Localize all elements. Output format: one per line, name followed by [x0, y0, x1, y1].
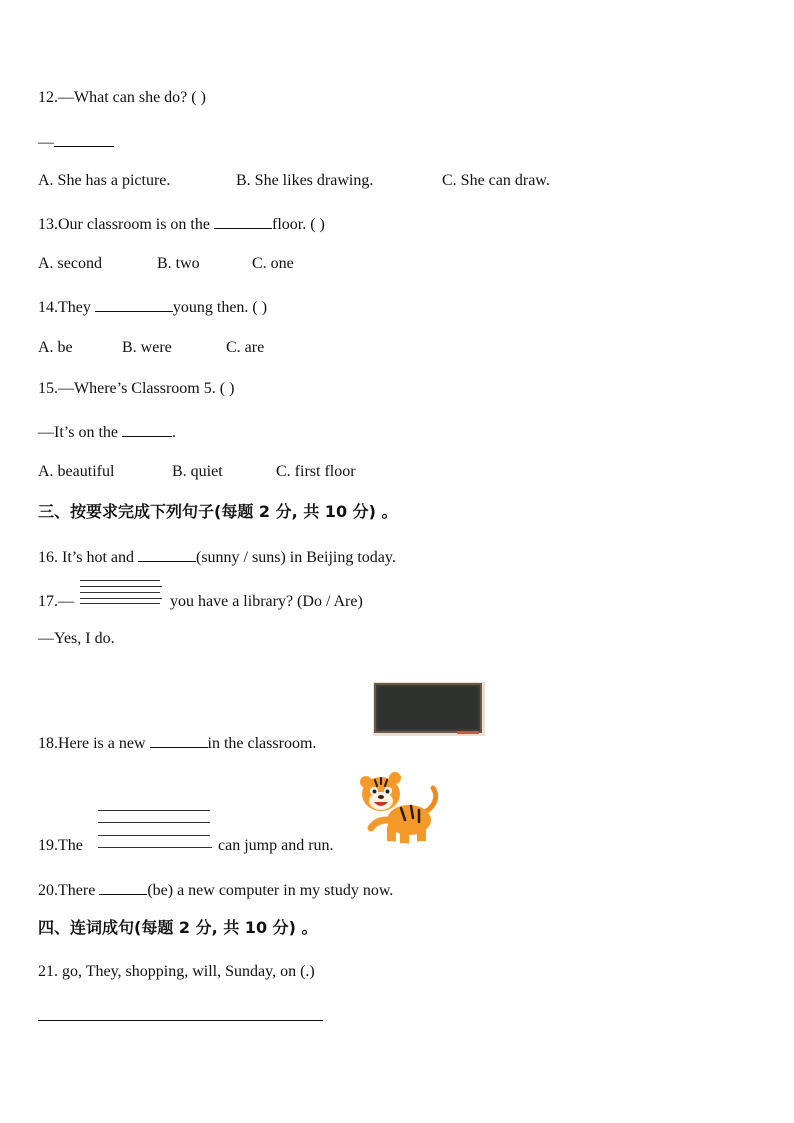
q21-answer-line[interactable] [38, 1020, 323, 1021]
q21-question: 21. go, They, shopping, will, Sunday, on (.) [38, 963, 315, 980]
q12-option-b[interactable]: B. She likes drawing. [236, 172, 374, 189]
q12-option-a[interactable]: A. She has a picture. [38, 172, 171, 189]
q19-suffix: can jump and run. [218, 837, 334, 854]
q18-blank[interactable] [150, 732, 208, 748]
q15-answer-line [38, 421, 176, 443]
q12-answer-blank[interactable] [54, 131, 114, 147]
q18-prefix: 18.Here is a new [38, 735, 150, 752]
q20-question [38, 879, 393, 901]
q20-suffix: (be) a new computer in my study now. [147, 882, 394, 899]
q15-blank[interactable] [122, 421, 172, 437]
q15-option-c[interactable]: C. first floor [276, 463, 356, 480]
q19-prefix: 19.The [38, 837, 83, 854]
tiger-image [357, 770, 443, 857]
q12-answer-line [38, 131, 114, 153]
q18-question [38, 732, 316, 754]
q16-prefix: 16. It’s hot and [38, 549, 138, 566]
q14-option-b[interactable]: B. were [122, 339, 172, 356]
section4-title: 四、连词成句(每题 2 分, 共 10 分) 。 [38, 918, 318, 937]
q17-reply: —Yes, I do. [38, 630, 115, 647]
q13-option-c[interactable]: C. one [252, 255, 294, 272]
q16-suffix: (sunny / suns) in Beijing today. [196, 549, 396, 566]
q13-blank[interactable] [214, 213, 272, 229]
q20-blank[interactable] [99, 879, 147, 895]
q17-writing-lines[interactable] [80, 580, 162, 604]
q15-option-b[interactable]: B. quiet [172, 463, 223, 480]
q13-suffix: floor. ( ) [271, 216, 325, 233]
q14-blank[interactable] [95, 296, 173, 312]
q19-writing-lines[interactable] [98, 810, 212, 850]
q13-prefix: 13.Our classroom is on the [38, 216, 214, 233]
q16-question [38, 546, 396, 568]
q15-answer-suffix: . [172, 424, 176, 441]
q17-suffix: you have a library? (Do / Are) [170, 593, 363, 610]
q12-question: 12.—What can she do? ( ) [38, 89, 206, 106]
q14-question [38, 296, 267, 318]
q17-prefix: 17.— [38, 593, 74, 610]
q20-prefix: 20.There [38, 882, 100, 899]
q14-option-a[interactable]: A. be [38, 339, 73, 356]
blackboard-image [373, 682, 485, 741]
q13-option-b[interactable]: B. two [157, 255, 200, 272]
q15-option-a[interactable]: A. beautiful [38, 463, 115, 480]
q14-suffix: young then. ( ) [172, 299, 268, 316]
q12-answer-dash: — [38, 134, 54, 151]
q15-answer-prefix: —It’s on the [38, 424, 122, 441]
q13-option-a[interactable]: A. second [38, 255, 102, 272]
q16-blank[interactable] [138, 546, 196, 562]
q13-question [38, 213, 325, 235]
q18-suffix: in the classroom. [207, 735, 317, 752]
q15-question: 15.—Where’s Classroom 5. ( ) [38, 380, 235, 397]
q14-prefix: 14.They [38, 299, 95, 316]
section3-title: 三、按要求完成下列句子(每题 2 分, 共 10 分) 。 [38, 502, 398, 521]
q12-option-c[interactable]: C. She can draw. [442, 172, 550, 189]
q14-option-c[interactable]: C. are [226, 339, 265, 356]
